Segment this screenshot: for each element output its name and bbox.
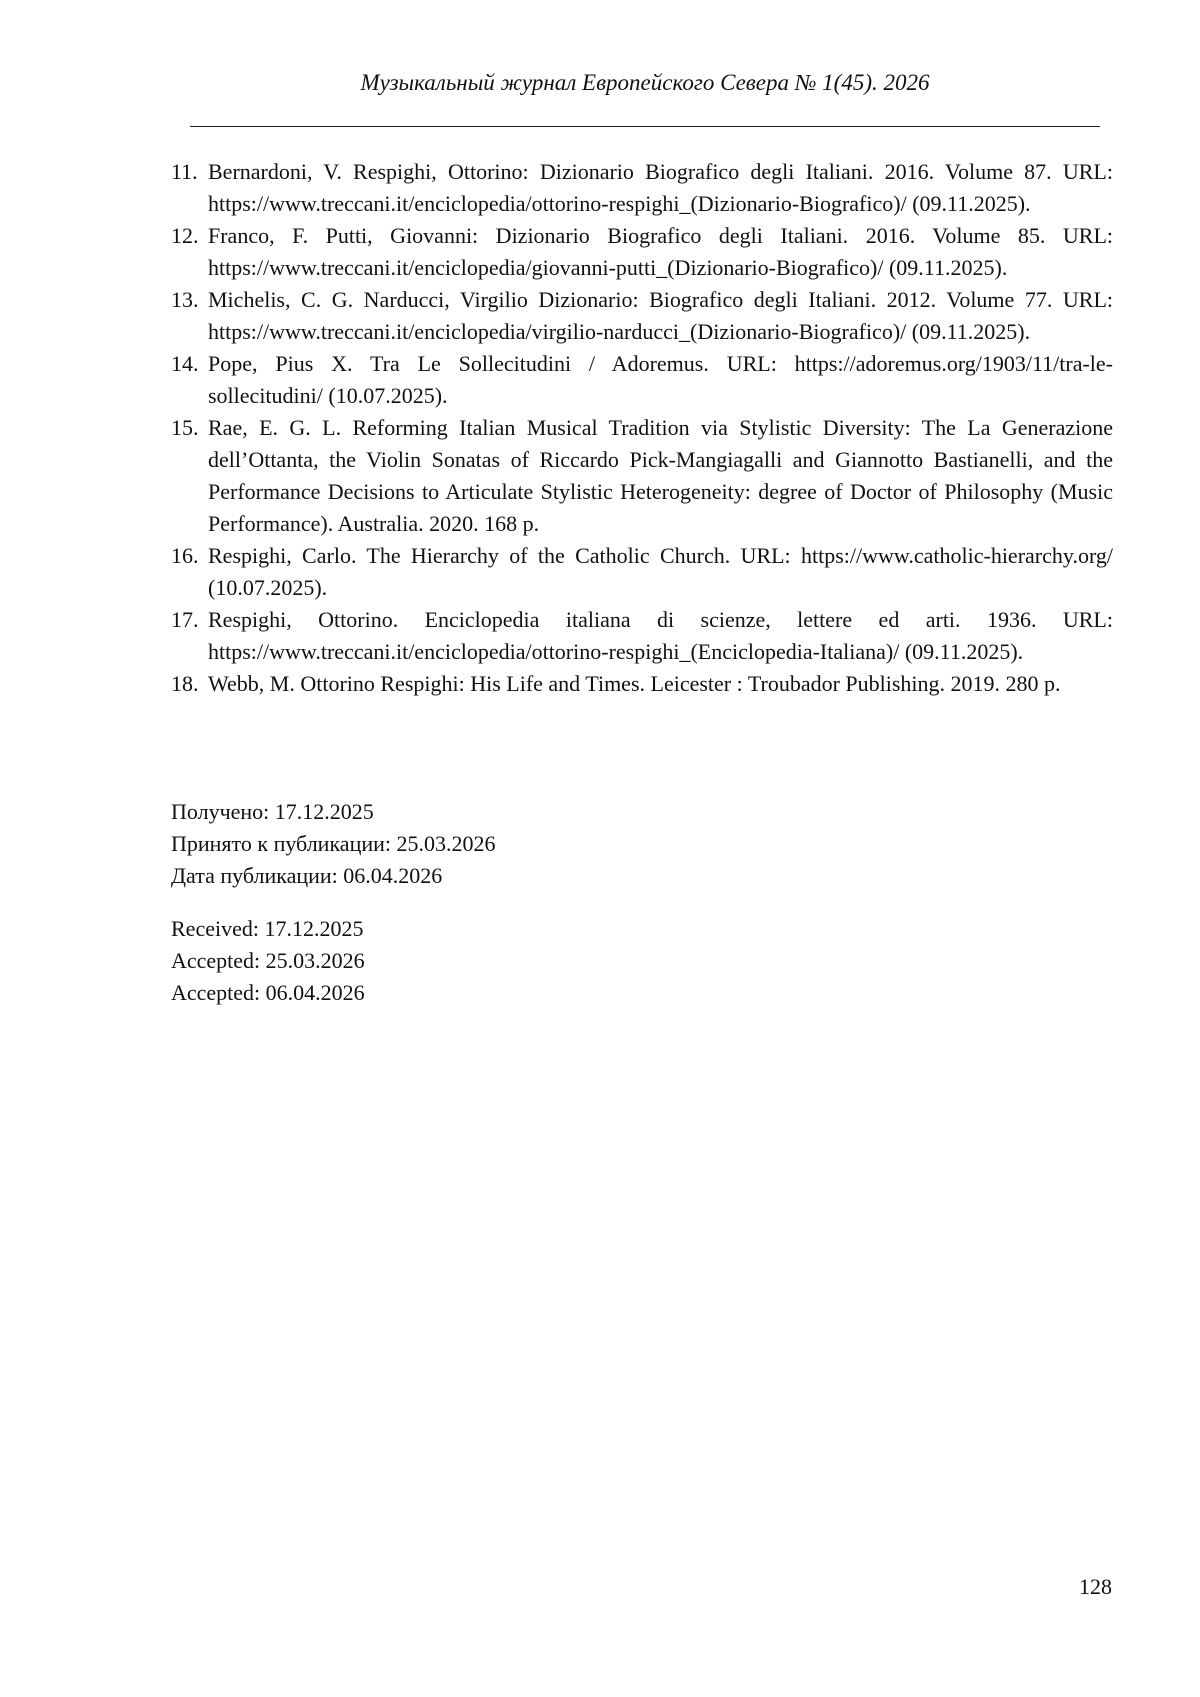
reference-number: 17.	[171, 607, 199, 632]
received-date-en: Received: 17.12.2025	[171, 916, 364, 941]
reference-text: Franco, F. Putti, Giovanni: Dizionario Biografico degli Italiani. 2016. Volume 85. URL: https://www.treccani.it/enciclopedia/giovanni-putti_(Dizionario-Biografico)/ (09.11.2025).	[208, 223, 1113, 280]
reference-item	[171, 348, 1113, 412]
reference-text: Respighi, Carlo. The Hierarchy of the Catholic Church. URL: https://www.catholic-hierarchy.org/ (10.07.2025).	[208, 543, 1113, 600]
reference-item	[171, 668, 1113, 700]
accepted-date-en: Accepted: 25.03.2026	[171, 948, 365, 973]
header-divider	[190, 126, 1100, 127]
reference-item	[171, 156, 1113, 220]
reference-number: 13.	[171, 287, 199, 312]
reference-number: 15.	[171, 415, 199, 440]
reference-number: 18.	[171, 671, 199, 696]
journal-header: Музыкальный журнал Европейского Севера № 1(45). 2026	[360, 70, 930, 95]
reference-text: Pope, Pius X. Tra Le Sollecitudini / Adoremus. URL: https://adoremus.org/1903/11/tra-le-sollecitudini/ (10.07.2025).	[208, 351, 1113, 408]
reference-number: 12.	[171, 223, 199, 248]
reference-text: Bernardoni, V. Respighi, Ottorino: Dizionario Biografico degli Italiani. 2016. Volume 87. URL: https://www.treccani.it/enciclopedia/ottorino-respighi_(Dizionario-Biografico)/ (09.11.2025).	[208, 159, 1113, 216]
reference-text: Michelis, C. G. Narducci, Virgilio Dizionario: Biografico degli Italiani. 2012. Volume 77. URL: https://www.treccani.it/enciclopedia/virgilio-narducci_(Dizionario-Biografico)/ (09.11.2025).	[208, 287, 1113, 344]
reference-item	[171, 540, 1113, 604]
reference-number: 11.	[171, 159, 198, 184]
reference-text: Respighi, Ottorino. Enciclopedia italiana di scienze, lettere ed arti. 1936. URL: https://www.treccani.it/enciclopedia/ottorino-respighi_(Enciclopedia-Italiana)/ (09.11.2025).	[208, 607, 1113, 664]
reference-item	[171, 220, 1113, 284]
reference-text: Webb, M. Ottorino Respighi: His Life and Times. Leicester : Troubador Publishing. 2019. 280 p.	[208, 671, 1061, 696]
reference-item	[171, 284, 1113, 348]
published-date-ru: Дата публикации: 06.04.2026	[171, 863, 443, 888]
reference-number: 14.	[171, 351, 199, 376]
reference-list	[171, 156, 1113, 700]
reference-text: Rae, E. G. L. Reforming Italian Musical Tradition via Stylistic Diversity: The La Generazione dell’Ottanta, the Violin Sonatas of Riccardo Pick-Mangiagalli and Giannotto Bastianelli, and the Performance Decisions to Articulate Stylistic Heterogeneity: degree of Doctor of Philosophy (Music Performance). Australia. 2020. 168 p.	[208, 415, 1113, 536]
page-number: 128	[1079, 1574, 1112, 1599]
reference-item	[171, 604, 1113, 668]
publication-dates-en	[171, 913, 1113, 1009]
publication-dates-ru	[171, 796, 1113, 892]
received-date-ru: Получено: 17.12.2025	[171, 799, 374, 824]
reference-number: 16.	[171, 543, 199, 568]
accepted-date-ru: Принято к публикации: 25.03.2026	[171, 831, 496, 856]
reference-item	[171, 412, 1113, 540]
published-date-en: Accepted: 06.04.2026	[171, 980, 365, 1005]
